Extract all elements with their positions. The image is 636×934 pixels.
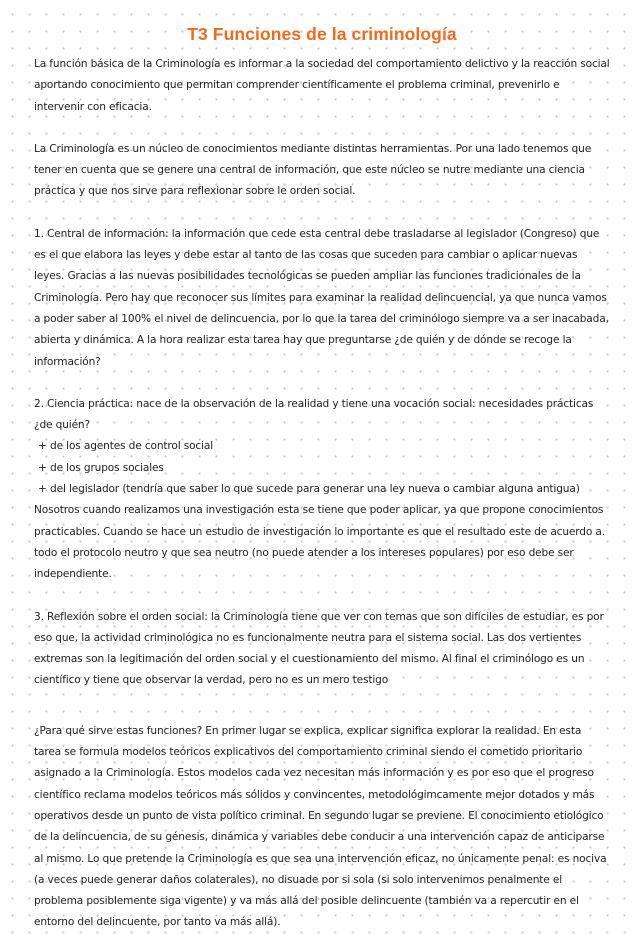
list-item-text: de los grupos sociales <box>50 461 164 474</box>
list-item <box>34 436 610 457</box>
bullet-marker: + <box>38 483 47 496</box>
bullet-marker: + <box>38 461 47 474</box>
intro-paragraph: La función básica de la Criminología es informar a la sociedad del comportamiento delictivo y la reacción social aportando conocimiento que permitan comprender científicamente el problema criminal, prevenirlo e intervenir con eficacia. <box>34 58 610 113</box>
list-item <box>34 479 610 500</box>
point-2-followup-paragraph: Nosotros cuando realizamos una investigación esta se tiene que poder aplicar, ya que propone conocimientos practicables. Cuando se hace un estudio de investigación lo importante es que el resultado este de acuerdo a. todo el protocolo neutro y que sea neutro (no puede atender a los intereses populares) por eso debe ser independiente. <box>34 504 605 581</box>
list-item-text: de los agentes de control social <box>50 440 214 453</box>
list-item-text: del legislador (tendría que saber lo que sucede para generar una ley nueva o cambiar alguna antigua) <box>50 483 580 496</box>
nucleus-paragraph: La Criminología es un núcleo de conocimientos mediante distintas herramientas. Por una lado tenemos que tener en cuenta que se genere una central de información, que este núcleo se nutre mediante una ciencia práctica y que nos sirve para reflexionar sobre le orden social. <box>34 142 592 198</box>
bullet-marker: + <box>38 440 47 453</box>
closing-paragraph: ¿Para qué sirve estas funciones? En primer lugar se explica, explicar significa explorar la realidad. En esta tarea se formula modelos teóricos explicativos del comportamiento criminal siendo el cometido prioritario asignado a la Criminología. Estos modelos cada vez necesitan más información y es por eso que el progreso científico reclama modelos teóricos más sólidos y convincentes, metodológimcamente mejor dotados y más operativos desde un punto de vista político criminal. En segundo lugar se previene. El conocimiento etiológico de la delincuencia, de su génesis, dinámica y variables debe conducir a una intervención capaz de anticiparse al mismo. Lo que pretende la Criminología es que sea una intervención eficaz, no únicamente penal: es nociva (a veces puede generar daños colaterales), no disuade por si sola (si solo intervenimos penalmente el problema posiblemente siga vigente) y va más allá del posible delincuente (también va a repercutir en el entorno del delincuente, por tanto va más allá). <box>34 724 607 929</box>
point-1-paragraph: 1. Central de información: la información que cede esta central debe trasladarse al legislador (Congreso) que es el que elabora las leyes y debe estar al tanto de las cosas que suceden para cambiar o aplicar nuevas leyes. Gracias a las nuevas posibilidades tecnológicas se pueden ampliar las funciones tradicionales de la Criminología. Pero hay que reconocer sus límites para examinar la realidad delincuencial, ya que nunca vamos a poder saber al 100% el nivel de delincuencia, por lo que la tarea del criminólogo siempre va a ser inacabada, abierta y dinámica. A la hora realizar esta tarea hay que preguntarse ¿de quién y de dónde se recoge la información? <box>34 227 609 368</box>
page-title: T3 Funciones de la criminología <box>187 24 457 44</box>
point-3-paragraph: 3. Reflexión sobre el orden social: la Criminología tiene que ver con temas que son difíciles de estudiar, es por eso que, la actividad criminológica no es funcionalmente neutra para el sistema social. Las dos vertientes extremas son la legitimación del orden social y el cuestionamiento del mismo. Al final el criminólogo es un científico y tiene que observar la verdad, pero no es un mero testigo <box>34 610 604 687</box>
list-item <box>34 458 610 479</box>
point-2-paragraph: 2. Ciencia práctica: nace de la observación de la realidad y tiene una vocación social: necesidades prácticas ¿de quién? <box>34 397 594 432</box>
